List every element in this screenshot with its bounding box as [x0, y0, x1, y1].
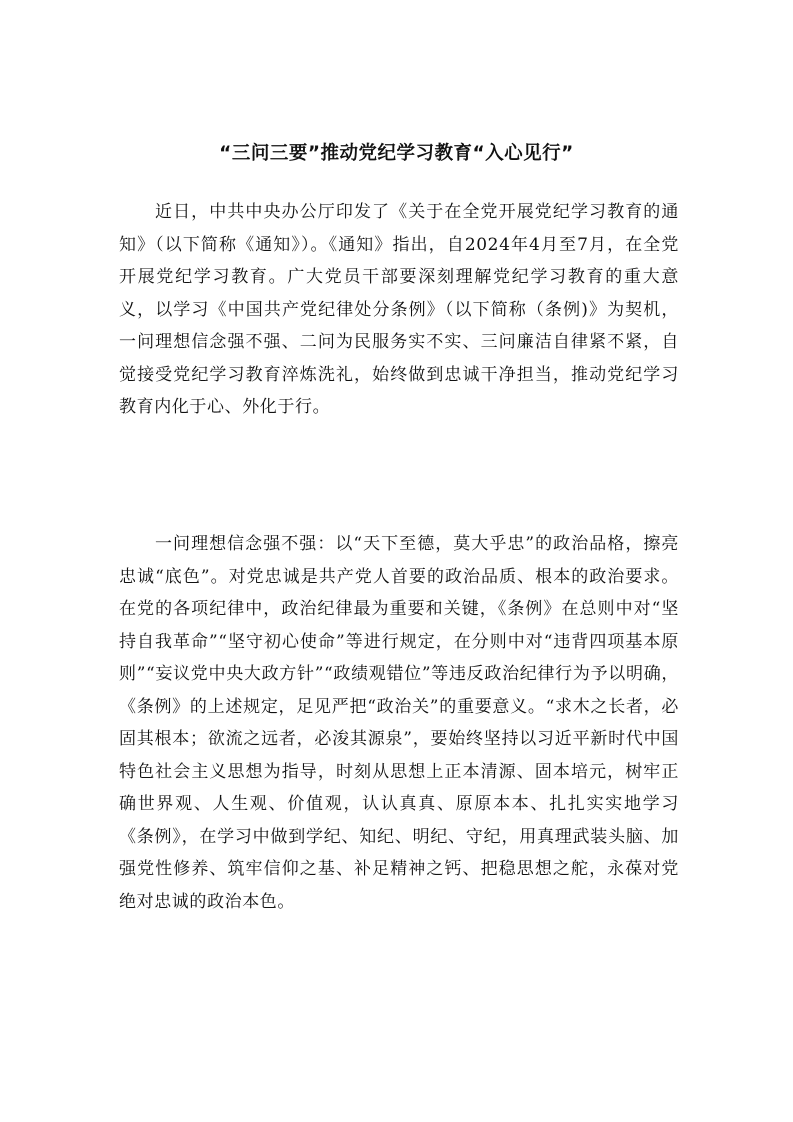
document-title: “三问三要”推动党纪学习教育“入心见行”: [219, 143, 574, 165]
paragraph-first-question: 一问理想信念强不强：以“天下至德，莫大乎忠”的政治品格，擦亮忠诚“底色”。对党忠诚是共产党人首要的政治品质、根本的政治要求。在党的各项纪律中，政治纪律最为重要和关键，《条例》在总则中对“坚持自我革命”“坚守初心使命”等进行规定，在分则中对“违背四项基本原则”“妄议党中央大政方针”“政绩观错位”等违反政治纪律行为予以明确，《条例》的上述规定，足见严把“政治关”的重要意义。“求木之长者，必固其根本；欲流之远者，必浚其源泉”，要始终坚持以习近平新时代中国特色社会主义思想为指导，时刻从思想上正本清源、固本培元，树牢正确世界观、人生观、价值观，认认真真、原原本本、扎扎实实地学习《条例》，在学习中做到学纪、知纪、明纪、守纪，用真理武装头脑、加强党性修养、筑牢信仰之基、补足精神之钙、把稳思想之舵，永葆对党绝对忠诚的政治本色。: [119, 534, 679, 912]
paragraph-introduction: 近日，中共中央办公厅印发了《关于在全党开展党纪学习教育的通知》（以下简称《通知》）。《通知》指出，自2024年4月至7月，在全党开展党纪学习教育。广大党员干部要深刻理解党纪学习教育的重大意义，以学习《中国共产党纪律处分条例》（以下简称（条例)》为契机，一问理想信念强不强、二问为民服务实不实、三问廉洁自律紧不紧，自觉接受党纪学习教育淬炼洗礼，始终做到忠诚干净担当，推动党纪学习教育内化于心、外化于行。: [119, 202, 679, 417]
